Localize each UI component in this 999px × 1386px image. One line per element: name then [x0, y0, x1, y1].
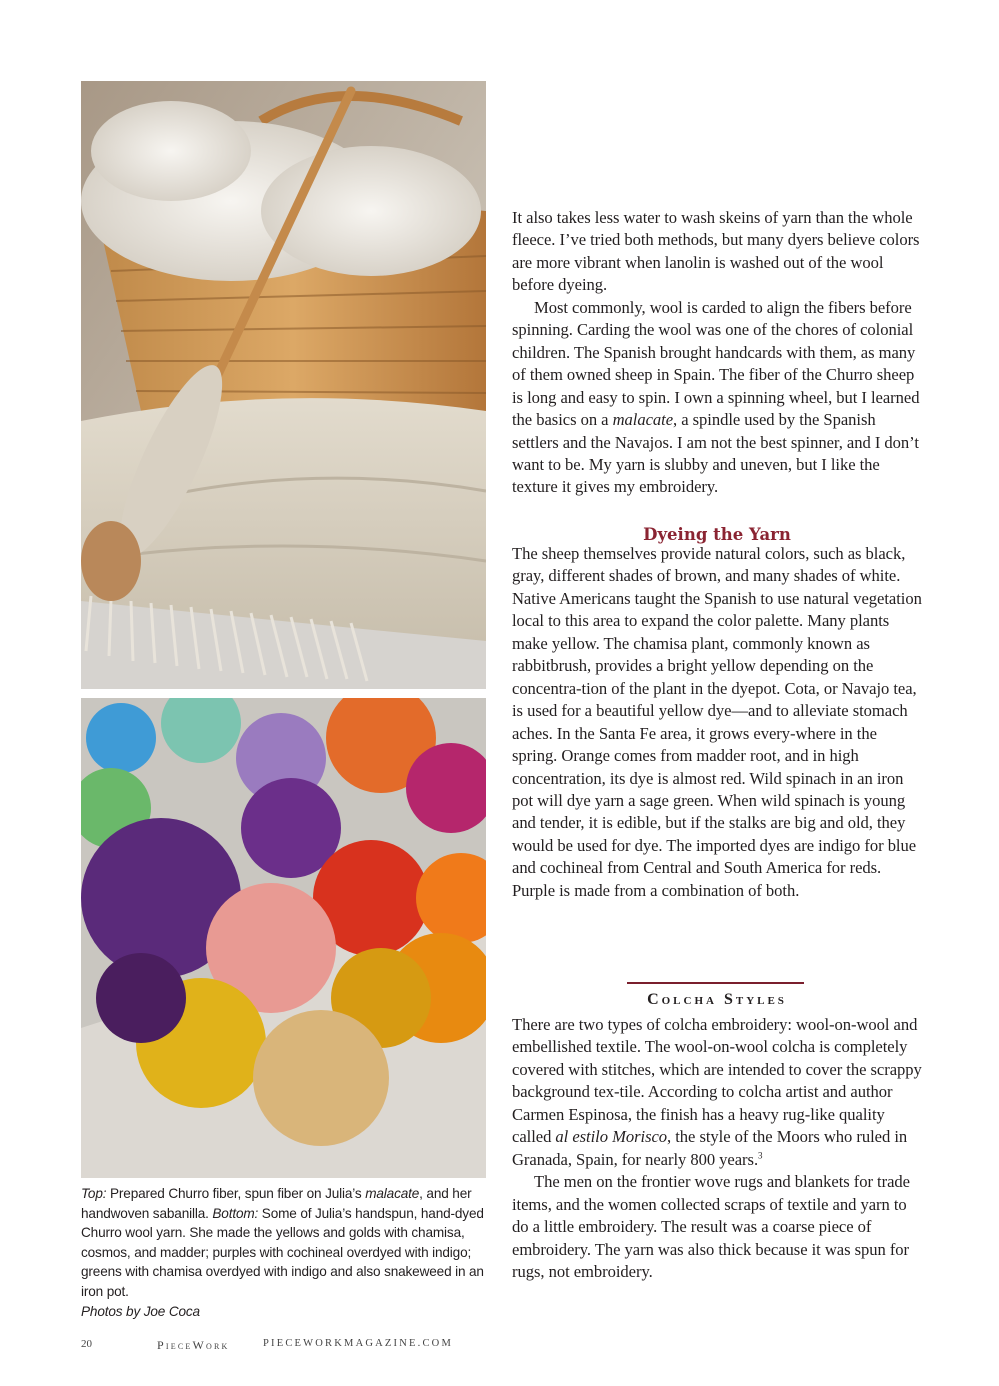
section-divider-rule [627, 982, 804, 984]
caption-bottom-label: Bottom: [212, 1205, 259, 1221]
caption-top-text: Prepared Churro fiber, spun fiber on Julia’s [106, 1186, 366, 1201]
caption-bottom-text: Some of Julia’s handspun, hand-dyed Churro wool yarn. She made the yellows and golds with chamisa, cosmos, and madder; purples with cochineal overdyed with indigo; greens with chamisa overdyed with indigo and also snakeweed in an iron pot. [81, 1205, 484, 1299]
hand-dyed-yarn-balls-photo [81, 698, 486, 1178]
magazine-name: PieceWork [157, 1338, 230, 1352]
paragraph-carding: Most commonly, wool is carded to align the fibers before spinning. Carding the wool was one of the chores of colonial children. The Spanish brought handcards with them, as many of them owned sheep in Spain. The fiber of the Churro sheep is long and easy to spin. I own a spinning wheel, but I learned the basics on a malacate, a spindle used by the Spanish settlers and the Navajos. I am not the best spinner, and I don’t want to be. My yarn is slubby and uneven, but I like the texture it gives my embroidery. [512, 297, 920, 497]
paragraph-frontier: The men on the frontier wove rugs and blankets for trade items, and the women collected scraps of textile and yarn to do a little embroidery. The result was a coarse piece of embroidery. The yarn was also thick because it was spun for rugs, not embroidery. [512, 1172, 910, 1281]
section-heading-dyeing: Dyeing the Yarn [643, 525, 791, 544]
article-column-dyeing [512, 543, 924, 902]
caption-top-text-2: , and her handwoven sabanilla. [81, 1186, 472, 1221]
photo-caption [81, 1184, 501, 1321]
caption-top-italic: malacate [365, 1186, 420, 1201]
magazine-url: PIECEWORKMAGAZINE.COM [263, 1338, 453, 1349]
paragraph-wash: It also takes less water to wash skeins of yarn than the whole fleece. I’ve tried both methods, but many dyers believe colors are more vibrant when lanolin is washed out of the wool before dyeing. [512, 208, 920, 295]
page-number: 20 [81, 1338, 92, 1350]
estilo-morisco-term: al estilo Morisco [555, 1127, 668, 1147]
article-column-top [512, 207, 924, 499]
section-heading-colcha: Colcha Styles [647, 991, 787, 1008]
paragraph-colcha-types: There are two types of colcha embroidery: wool-on-wool and embellished textile. The wool-on-wool colcha is completely covered with stitches, which are intended to cover the scrappy background tex-tile. According to colcha artist and author Carmen Espinosa, the finish has a heavy rug-like quality called al estilo Morisco, the style of the Moors who ruled in Granada, Spain, for nearly 800 years.$^3$ [512, 1015, 922, 1169]
malacate-term: malacate [612, 410, 674, 430]
caption-top-label: Top: [81, 1186, 107, 1201]
footnote-marker: 3 [758, 1150, 763, 1161]
churro-fiber-spindle-photo [81, 81, 486, 689]
photo-credit: Photos by Joe Coca [81, 1303, 200, 1319]
paragraph-dyeing: The sheep themselves provide natural colors, such as black, gray, different shades of brown, and many shades of white. Native Americans taught the Spanish to use natural vegetation local to this area to expand the color palette. Many plants make yellow. The chamisa plant, commonly known as rabbitbrush, provides a bright yellow depending on the concentra-tion of the plant in the dyepot. Cota, or Navajo tea, is used for a beautiful yellow dye—and to alleviate stomach aches. In the Santa Fe area, it grows every-where in the spring. Orange comes from madder root, and in high concentration, its dye is almost red. Wild spinach in an iron pot will dye yarn a sage green. When wild spinach is young and tender, it is edible, but if the stalks are big and old, they would be used for dye. The imported dyes are indigo for blue and cochineal from Central and South America for reds. Purple is made from a combination of both. [512, 544, 922, 900]
article-column-colcha [512, 1014, 924, 1283]
